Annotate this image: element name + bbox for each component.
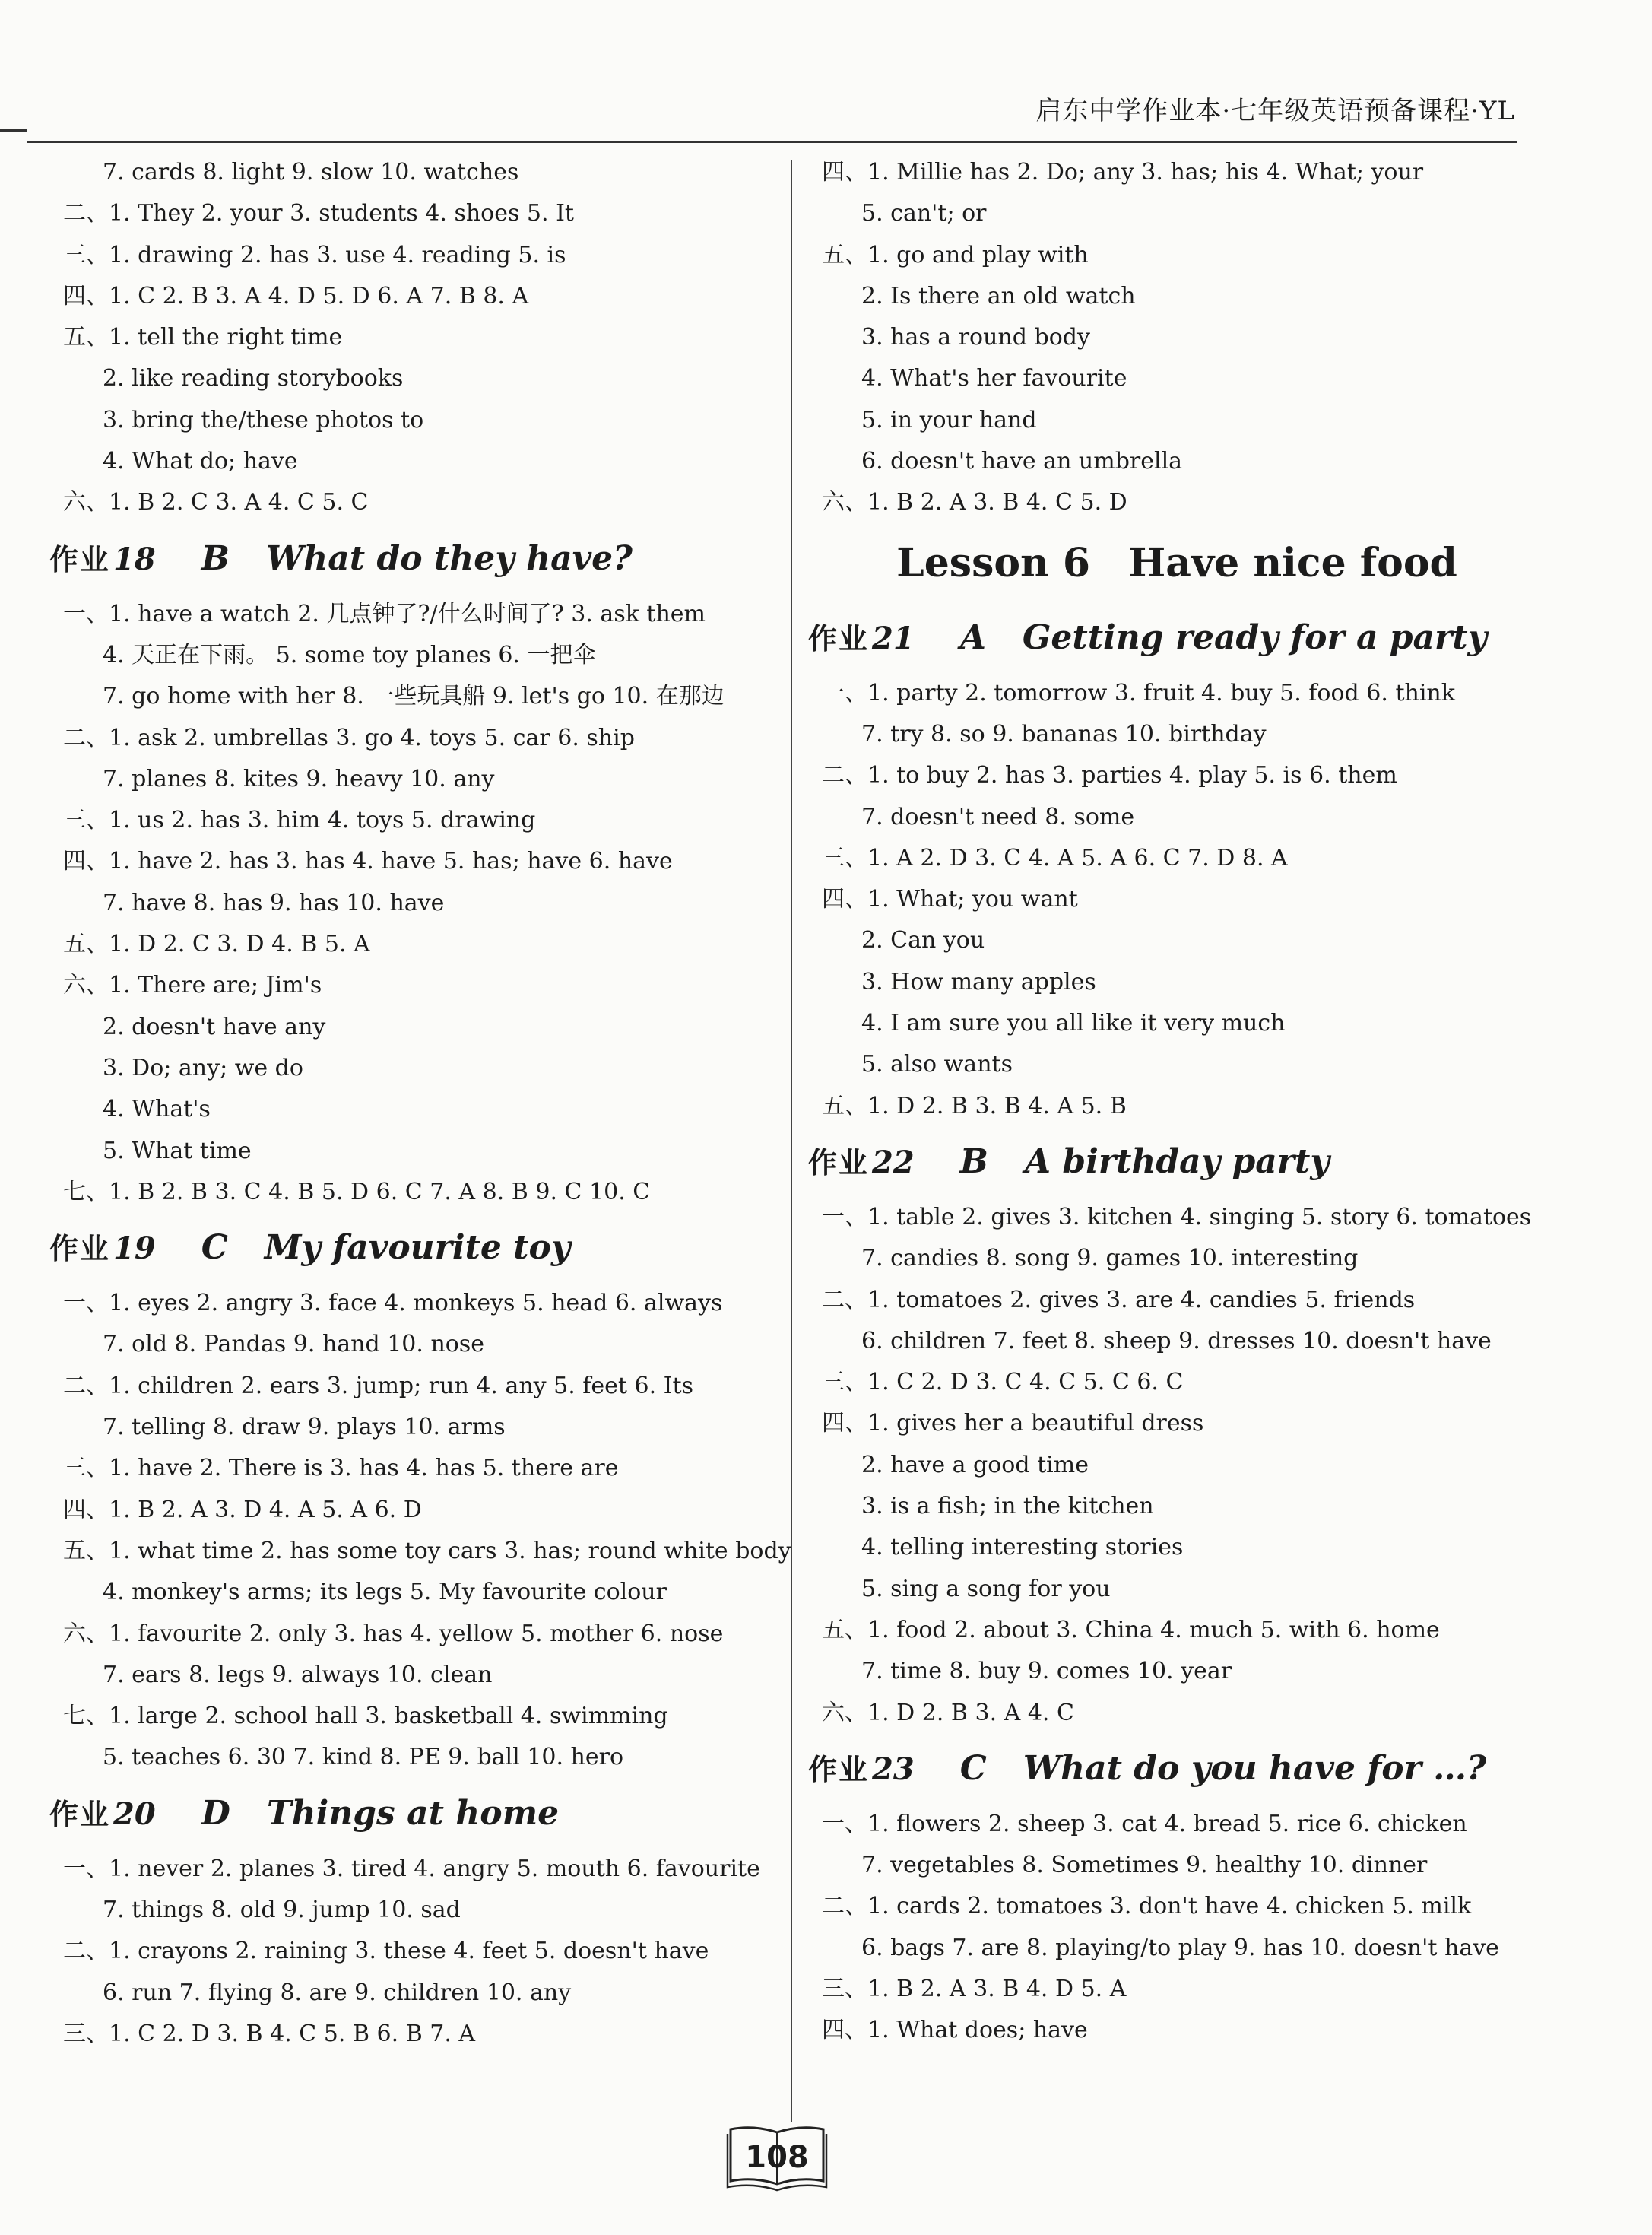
answer-line: 4. What's her favourite [861,365,1127,392]
homework-number: 23 [872,1751,915,1787]
answer-line: 7. things 8. old 9. jump 10. sad [103,1896,461,1923]
answer-line: 五、1. D 2. B 3. B 4. A 5. B [822,1092,1127,1119]
answer-line: 七、1. large 2. school hall 3. basketball 4. swimming [63,1703,668,1730]
answer-line: 4. I am sure you all like it very much [861,1010,1286,1037]
homework-number: 20 [113,1795,156,1832]
answer-line: 5. in your hand [861,406,1037,433]
homework-number: 21 [872,620,915,656]
answer-line: 五、1. tell the right time [63,324,343,351]
homework-label: 作业 [808,1145,870,1179]
answer-line: 3. bring the/these photos to [103,406,424,433]
header-title: 启东中学作业本·七年级英语预备课程·YL [1035,96,1515,126]
answer-line: 6. doesn't have an umbrella [861,448,1183,475]
homework-number: 22 [872,1144,915,1180]
answer-line: 3. is a fish; in the kitchen [861,1493,1154,1520]
answer-line: 6. bags 7. are 8. playing/to play 9. has 10. doesn't have [861,1934,1499,1961]
homework-heading [808,603,1546,673]
answer-line: 二、1. They 2. your 3. students 4. shoes 5. It [63,200,574,227]
answer-line: 7. ears 8. legs 9. always 10. clean [103,1661,493,1688]
answer-line: 三、1. drawing 2. has 3. use 4. reading 5. is [63,241,566,268]
answer-line: 5. What time [103,1137,252,1164]
homework-label: 作业 [49,542,111,576]
answer-line: 6. children 7. feet 8. sheep 9. dresses 10. doesn't have [861,1327,1492,1354]
answer-line: 7. time 8. buy 9. comes 10. year [861,1658,1232,1685]
answer-line: 四、1. gives her a beautiful dress [822,1410,1204,1437]
answer-line: 六、1. There are; Jim's [63,972,322,999]
header-tick [0,129,27,132]
answer-line: 5. also wants [861,1051,1013,1078]
header-rule [27,141,1517,143]
answer-line: 三、1. A 2. D 3. C 4. A 5. A 6. C 7. D 8. A [822,844,1288,871]
answer-line: 4. What do; have [103,448,298,475]
homework-label: 作业 [49,1232,111,1266]
answer-line: 六、1. favourite 2. only 3. has 4. yellow 5. mother 6. nose [63,1620,724,1647]
answer-line: 三、1. have 2. There is 3. has 4. has 5. there are [63,1455,619,1482]
homework-section-letter: A [959,617,986,657]
answer-line: 二、1. to buy 2. has 3. parties 4. play 5. is 6. them [822,762,1397,789]
answer-line: 2. Is there an old watch [861,282,1136,310]
answer-line: 二、1. cards 2. tomatoes 3. don't have 4. chicken 5. milk [822,1893,1472,1920]
homework-heading [49,1213,787,1283]
answer-line: 五、1. what time 2. has some toy cars 3. has; round white body [63,1537,791,1564]
homework-section-letter: C [959,1748,987,1788]
homework-title: A birthday party [1024,1141,1330,1181]
answer-line: 五、1. food 2. about 3. China 4. much 5. with 6. home [822,1616,1440,1643]
answer-line: 三、1. C 2. D 3. B 4. C 5. B 6. B 7. A [63,2020,476,2047]
homework-label: 作业 [808,1752,870,1786]
answer-line: 4. monkey's arms; its legs 5. My favourite colour [103,1579,667,1606]
answer-line: 2. doesn't have any [103,1013,326,1040]
lesson-heading [808,524,1546,603]
answer-line: 二、1. crayons 2. raining 3. these 4. feet 5. doesn't have [63,1938,709,1965]
answer-line: 3. Do; any; we do [103,1054,303,1081]
answer-line: 5. teaches 6. 30 7. kind 8. PE 9. ball 10. hero [103,1744,624,1771]
homework-number: 19 [113,1230,156,1267]
left-column [49,152,791,2084]
answer-line: 一、1. never 2. planes 3. tired 4. angry 5. mouth 6. favourite [63,1855,760,1882]
homework-title: Things at home [266,1793,560,1833]
homework-label: 作业 [49,1797,111,1831]
answer-line: 一、1. party 2. tomorrow 3. fruit 4. buy 5. food 6. think [822,679,1455,706]
homework-label: 作业 [808,621,870,656]
homework-heading [49,1779,787,1849]
answer-line: 二、1. children 2. ears 3. jump; run 4. any 5. feet 6. Its [63,1372,693,1399]
answer-line: 7. candies 8. song 9. games 10. interesting [861,1245,1359,1272]
answer-line: 7. go home with her 8. 一些玩具船 9. let's go 10. 在那边 [103,683,725,710]
answer-line: 5. sing a song for you [861,1575,1111,1602]
answer-line: 7. doesn't need 8. some [861,803,1135,830]
answer-line: 7. vegetables 8. Sometimes 9. healthy 10. dinner [861,1852,1428,1879]
answer-line: 7. telling 8. draw 9. plays 10. arms [103,1414,506,1441]
answer-line: 7. have 8. has 9. has 10. have [103,889,445,916]
homework-heading [808,1127,1546,1197]
answer-line: 一、1. table 2. gives 3. kitchen 4. singing 5. story 6. tomatoes [822,1203,1532,1230]
homework-section-letter: C [201,1228,228,1268]
lesson-label: Lesson 6 [896,539,1091,586]
answer-line: 四、1. C 2. B 3. A 4. D 5. D 6. A 7. B 8. A [63,282,529,310]
page-number: 108 [745,2140,809,2175]
answer-line: 2. Can you [861,927,985,954]
homework-section-letter: B [201,538,230,578]
answer-line: 二、1. ask 2. umbrellas 3. go 4. toys 5. car 6. ship [63,724,635,751]
answer-line: 4. telling interesting stories [861,1534,1184,1561]
homework-heading [49,524,787,594]
answer-line: 二、1. tomatoes 2. gives 3. are 4. candies 5. friends [822,1286,1416,1313]
answer-line: 3. has a round body [861,324,1090,351]
answer-line: 7. planes 8. kites 9. heavy 10. any [103,765,495,792]
answer-line: 六、1. B 2. C 3. A 4. C 5. C [63,489,369,516]
answer-line: 四、1. have 2. has 3. has 4. have 5. has; have 6. have [63,848,673,875]
column-divider [791,160,792,2122]
answer-line: 一、1. have a watch 2. 几点钟了?/什么时间了? 3. ask them [63,600,706,627]
answer-line: 四、1. What; you want [822,886,1078,913]
homework-number: 18 [113,541,156,577]
answer-line: 5. can't; or [861,200,987,227]
answer-line: 4. 天正在下雨。 5. some toy planes 6. 一把伞 [103,641,596,668]
answer-line: 7. old 8. Pandas 9. hand 10. nose [103,1331,484,1358]
answer-line: 六、1. D 2. B 3. A 4. C [822,1699,1074,1726]
page-number-badge [726,2123,828,2192]
answer-line: 四、1. What does; have [822,2017,1088,2044]
answer-line: 一、1. flowers 2. sheep 3. cat 4. bread 5. rice 6. chicken [822,1810,1467,1837]
page-header [0,0,1652,144]
answer-line: 3. How many apples [861,968,1096,995]
homework-section-letter: B [959,1141,988,1181]
homework-heading [808,1734,1546,1804]
homework-section-letter: D [201,1793,230,1833]
homework-title: My favourite toy [264,1228,571,1268]
answer-line: 四、1. Millie has 2. Do; any 3. has; his 4. What; your [822,159,1424,186]
lesson-title: Have nice food [1128,539,1457,586]
answer-line: 6. run 7. flying 8. are 9. children 10. any [103,1979,572,2006]
answer-line: 2. like reading storybooks [103,365,404,392]
answer-line: 2. have a good time [861,1451,1089,1478]
answer-line: 一、1. eyes 2. angry 3. face 4. monkeys 5. head 6. always [63,1290,723,1317]
homework-title: What do they have? [265,538,633,578]
answer-line: 4. What's [103,1096,211,1123]
answer-line: 四、1. B 2. A 3. D 4. A 5. A 6. D [63,1496,422,1523]
homework-title: Getting ready for a party [1022,617,1488,657]
homework-title: What do you have for …? [1023,1748,1486,1788]
answer-line: 五、1. D 2. C 3. D 4. B 5. A [63,931,370,958]
answer-line: 7. cards 8. light 9. slow 10. watches [103,159,519,186]
answer-line: 三、1. B 2. A 3. B 4. D 5. A [822,1975,1127,2002]
right-column [808,152,1546,2084]
answer-line: 五、1. go and play with [822,241,1089,268]
answer-line: 六、1. B 2. A 3. B 4. C 5. D [822,489,1127,516]
answer-line: 三、1. C 2. D 3. C 4. C 5. C 6. C [822,1369,1184,1396]
answer-line: 七、1. B 2. B 3. C 4. B 5. D 6. C 7. A 8. B 9. C 10. C [63,1178,651,1205]
answer-line: 7. try 8. so 9. bananas 10. birthday [861,720,1267,748]
answer-line: 三、1. us 2. has 3. him 4. toys 5. drawing [63,807,536,834]
